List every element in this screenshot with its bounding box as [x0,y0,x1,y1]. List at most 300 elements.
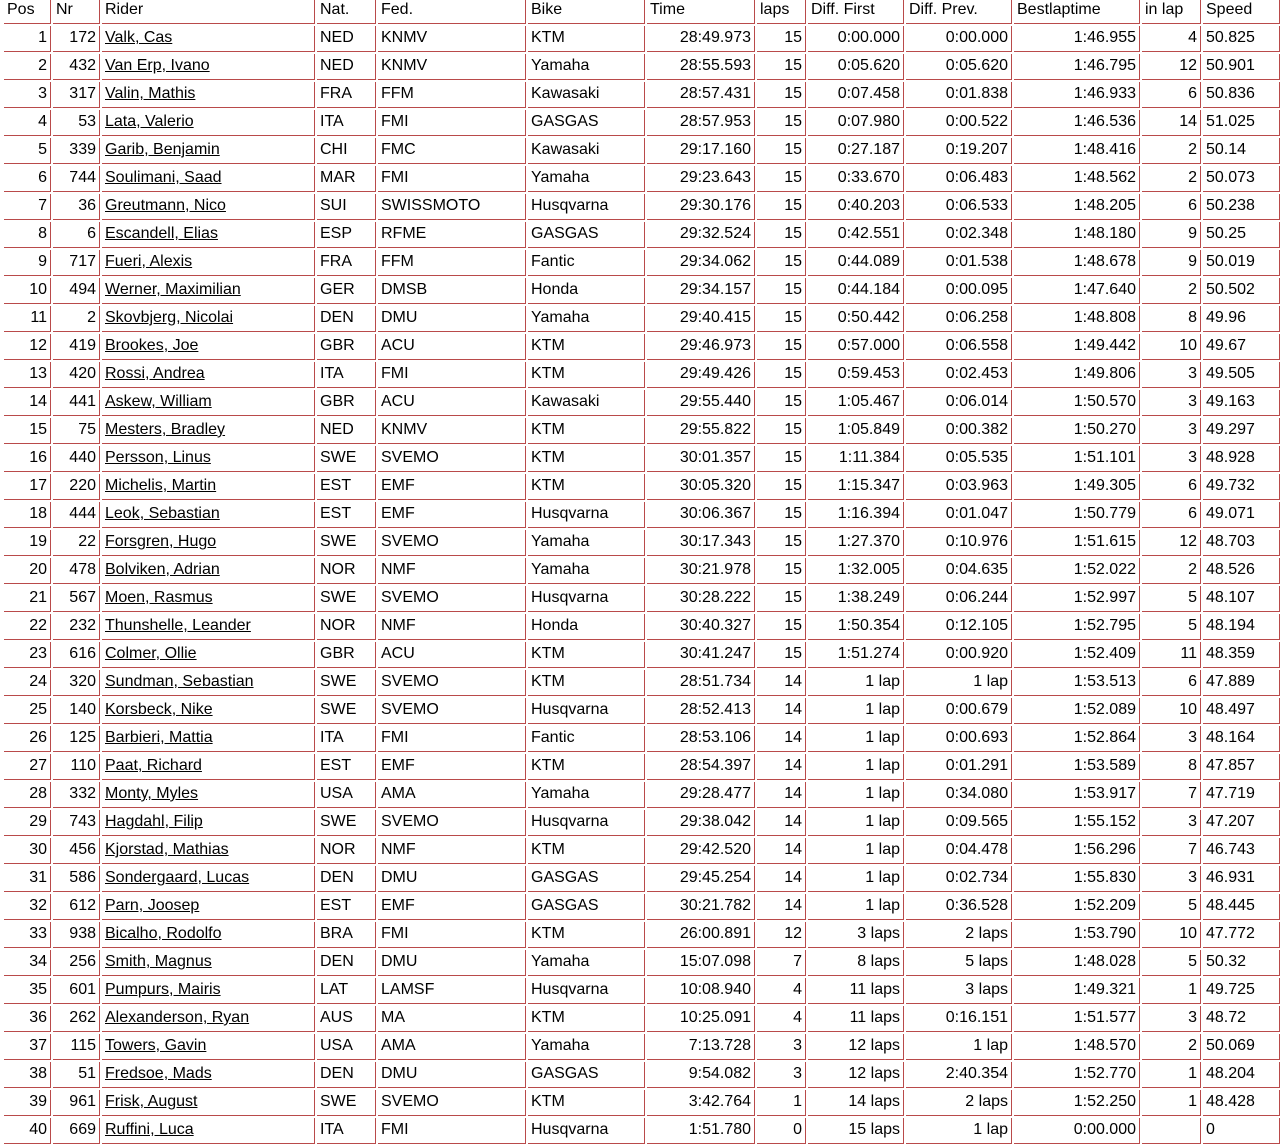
cell-speed: 50.502 [1203,278,1280,304]
cell-bestlaptime: 1:52.770 [1014,1062,1140,1088]
cell-laps: 14 [757,866,806,892]
table-row [4,978,1280,1004]
rider-link[interactable]: Rossi, Andrea [105,365,205,382]
cell-rider [102,670,315,696]
cell-rider [102,502,315,528]
cell-fed: DMSB [378,278,526,304]
table-row [4,530,1280,556]
cell-bestlaptime: 1:46.536 [1014,110,1140,136]
cell-rider [102,1090,315,1116]
rider-link[interactable]: Brookes, Joe [105,337,199,354]
cell-fed: FMC [378,138,526,164]
table-row [4,950,1280,976]
cell-rider [102,586,315,612]
rider-link[interactable]: Colmer, Ollie [105,645,197,662]
cell-pos: 38 [4,1062,51,1088]
cell-in-lap: 3 [1142,1006,1201,1032]
table-row [4,698,1280,724]
cell-diff-prev: 3 laps [906,978,1012,1004]
cell-nat: DEN [317,950,376,976]
rider-link[interactable]: Hagdahl, Filip [105,813,203,830]
cell-nat: DEN [317,866,376,892]
cell-bestlaptime: 1:48.562 [1014,166,1140,192]
cell-time: 9:54.082 [647,1062,755,1088]
rider-link[interactable]: Forsgren, Hugo [105,533,217,550]
cell-speed: 49.67 [1203,334,1280,360]
rider-link[interactable]: Garib, Benjamin [105,141,220,158]
cell-nr: 440 [53,446,100,472]
cell-bestlaptime: 1:51.101 [1014,446,1140,472]
cell-bike: Husqvarna [528,810,645,836]
cell-diff-first: 3 laps [808,922,904,948]
rider-link[interactable]: Parn, Joosep [105,897,200,914]
cell-nat: NOR [317,614,376,640]
cell-diff-prev: 0:06.483 [906,166,1012,192]
rider-link[interactable]: Towers, Gavin [105,1037,207,1054]
cell-fed: NMF [378,838,526,864]
cell-bike: Yamaha [528,558,645,584]
cell-nr: 125 [53,726,100,752]
cell-speed: 48.204 [1203,1062,1280,1088]
rider-link[interactable]: Pumpurs, Mairis [105,981,221,998]
cell-diff-prev: 0:01.047 [906,502,1012,528]
cell-in-lap: 1 [1142,1090,1201,1116]
cell-laps: 4 [757,1006,806,1032]
header-time: Time [647,0,755,24]
cell-laps: 15 [757,54,806,80]
cell-bike: Yamaha [528,530,645,556]
rider-link[interactable]: Escandell, Elias [105,225,218,242]
cell-time: 30:21.978 [647,558,755,584]
cell-nr: 51 [53,1062,100,1088]
cell-diff-prev: 0:05.620 [906,54,1012,80]
table-row [4,278,1280,304]
cell-time: 29:42.520 [647,838,755,864]
cell-diff-first: 1:32.005 [808,558,904,584]
cell-in-lap: 2 [1142,1034,1201,1060]
cell-speed: 46.931 [1203,866,1280,892]
cell-pos: 3 [4,82,51,108]
cell-speed: 48.428 [1203,1090,1280,1116]
header-pos: Pos [4,0,51,24]
cell-rider [102,558,315,584]
cell-in-lap: 1 [1142,1062,1201,1088]
cell-speed: 50.14 [1203,138,1280,164]
cell-nr: 332 [53,782,100,808]
cell-fed: DMU [378,866,526,892]
cell-fed: AMA [378,782,526,808]
cell-time: 30:41.247 [647,642,755,668]
cell-bestlaptime: 1:48.416 [1014,138,1140,164]
cell-diff-first: 1:11.384 [808,446,904,472]
cell-bestlaptime: 1:51.615 [1014,530,1140,556]
cell-rider [102,278,315,304]
cell-diff-first: 0:42.551 [808,222,904,248]
rider-link[interactable]: Greutmann, Nico [105,197,226,214]
cell-time: 29:49.426 [647,362,755,388]
results-table [2,0,1282,1146]
cell-bike: KTM [528,26,645,52]
cell-fed: FFM [378,82,526,108]
cell-bike: Honda [528,278,645,304]
rider-link[interactable]: Askew, William [105,393,212,410]
cell-nat: EST [317,502,376,528]
cell-laps: 15 [757,166,806,192]
cell-rider [102,1062,315,1088]
cell-fed: SVEMO [378,1090,526,1116]
rider-link[interactable]: Fueri, Alexis [105,253,193,270]
cell-fed: FFM [378,250,526,276]
rider-link[interactable]: Monty, Myles [105,785,199,802]
cell-nr: 262 [53,1006,100,1032]
cell-fed: KNMV [378,418,526,444]
cell-in-lap: 8 [1142,306,1201,332]
cell-diff-first: 1:05.467 [808,390,904,416]
cell-laps: 15 [757,110,806,136]
cell-pos: 21 [4,586,51,612]
cell-nr: 110 [53,754,100,780]
cell-bike: Yamaha [528,950,645,976]
cell-in-lap: 7 [1142,838,1201,864]
cell-nat: EST [317,754,376,780]
cell-time: 29:46.973 [647,334,755,360]
cell-diff-first: 14 laps [808,1090,904,1116]
cell-time: 29:17.160 [647,138,755,164]
rider-link[interactable]: Skovbjerg, Nicolai [105,309,234,326]
cell-fed: ACU [378,390,526,416]
cell-pos: 28 [4,782,51,808]
cell-bike: GASGAS [528,1062,645,1088]
cell-laps: 14 [757,670,806,696]
cell-bestlaptime: 1:50.779 [1014,502,1140,528]
cell-nr: 420 [53,362,100,388]
cell-time: 29:45.254 [647,866,755,892]
rider-link[interactable]: Smith, Magnus [105,953,212,970]
cell-bestlaptime: 1:49.806 [1014,362,1140,388]
cell-bestlaptime: 1:46.955 [1014,26,1140,52]
cell-time: 1:51.780 [647,1118,755,1144]
cell-nr: 140 [53,698,100,724]
cell-pos: 35 [4,978,51,1004]
cell-in-lap: 3 [1142,390,1201,416]
cell-in-lap: 6 [1142,474,1201,500]
cell-nat: ITA [317,726,376,752]
cell-diff-first: 8 laps [808,950,904,976]
cell-diff-prev: 0:01.291 [906,754,1012,780]
cell-time: 28:49.973 [647,26,755,52]
cell-bike: KTM [528,474,645,500]
cell-diff-prev: 2 laps [906,1090,1012,1116]
cell-rider [102,250,315,276]
cell-laps: 1 [757,1090,806,1116]
rider-link[interactable]: Sundman, Sebastian [105,673,254,690]
cell-rider [102,726,315,752]
cell-laps: 15 [757,334,806,360]
table-row [4,1062,1280,1088]
cell-time: 29:38.042 [647,810,755,836]
cell-in-lap: 4 [1142,26,1201,52]
cell-nr: 669 [53,1118,100,1144]
rider-link[interactable]: Soulimani, Saad [105,169,222,186]
cell-fed: SVEMO [378,670,526,696]
rider-link[interactable]: Valk, Cas [105,29,173,46]
cell-bestlaptime: 1:48.570 [1014,1034,1140,1060]
cell-time: 30:28.222 [647,586,755,612]
cell-speed: 50.836 [1203,82,1280,108]
cell-diff-first: 0:27.187 [808,138,904,164]
cell-diff-prev: 0:00.095 [906,278,1012,304]
cell-bestlaptime: 1:52.409 [1014,642,1140,668]
cell-nr: 601 [53,978,100,1004]
cell-fed: RFME [378,222,526,248]
table-row [4,754,1280,780]
cell-time: 28:51.734 [647,670,755,696]
cell-pos: 23 [4,642,51,668]
cell-diff-prev: 0:00.000 [906,26,1012,52]
cell-nat: SWE [317,810,376,836]
table-row [4,866,1280,892]
cell-bestlaptime: 1:55.152 [1014,810,1140,836]
rider-link[interactable]: Werner, Maximilian [105,281,241,298]
cell-in-lap: 12 [1142,530,1201,556]
cell-diff-prev: 0:00.679 [906,698,1012,724]
rider-link[interactable]: Alexanderson, Ryan [105,1009,250,1026]
cell-in-lap: 6 [1142,670,1201,696]
rider-link[interactable]: Kjorstad, Mathias [105,841,229,858]
cell-diff-prev: 0:02.453 [906,362,1012,388]
cell-rider [102,474,315,500]
cell-rider [102,334,315,360]
cell-bestlaptime: 1:53.589 [1014,754,1140,780]
cell-diff-prev: 0:19.207 [906,138,1012,164]
cell-diff-prev: 0:00.522 [906,110,1012,136]
results-body [4,26,1280,1144]
cell-laps: 15 [757,362,806,388]
cell-pos: 40 [4,1118,51,1144]
table-row [4,614,1280,640]
cell-laps: 15 [757,474,806,500]
cell-rider [102,782,315,808]
cell-bestlaptime: 1:49.305 [1014,474,1140,500]
cell-speed: 48.72 [1203,1006,1280,1032]
rider-link[interactable]: Valin, Mathis [105,85,196,102]
cell-pos: 26 [4,726,51,752]
cell-bestlaptime: 1:48.028 [1014,950,1140,976]
cell-bestlaptime: 1:49.321 [1014,978,1140,1004]
cell-diff-first: 1:16.394 [808,502,904,528]
cell-speed: 49.732 [1203,474,1280,500]
cell-pos: 10 [4,278,51,304]
rider-link[interactable]: Van Erp, Ivano [105,57,210,74]
cell-pos: 25 [4,698,51,724]
cell-pos: 31 [4,866,51,892]
cell-bike: KTM [528,642,645,668]
cell-rider [102,642,315,668]
cell-pos: 27 [4,754,51,780]
cell-nr: 256 [53,950,100,976]
table-row [4,194,1280,220]
table-row [4,222,1280,248]
cell-diff-first: 0:44.184 [808,278,904,304]
cell-pos: 24 [4,670,51,696]
cell-pos: 37 [4,1034,51,1060]
rider-link[interactable]: Bicalho, Rodolfo [105,925,222,942]
cell-laps: 15 [757,194,806,220]
rider-link[interactable]: Frisk, August [105,1093,198,1110]
rider-link[interactable]: Barbieri, Mattia [105,729,213,746]
cell-nr: 339 [53,138,100,164]
cell-time: 28:57.431 [647,82,755,108]
cell-diff-first: 1:38.249 [808,586,904,612]
cell-speed: 49.163 [1203,390,1280,416]
rider-link[interactable]: Lata, Valerio [105,113,194,130]
rider-link[interactable]: Mesters, Bradley [105,421,226,438]
cell-bestlaptime: 1:46.933 [1014,82,1140,108]
cell-bestlaptime: 1:49.442 [1014,334,1140,360]
cell-nat: EST [317,474,376,500]
cell-time: 30:21.782 [647,894,755,920]
cell-in-lap [1142,1118,1201,1144]
cell-in-lap: 5 [1142,950,1201,976]
cell-speed: 0 [1203,1118,1280,1144]
cell-bike: KTM [528,418,645,444]
cell-rider [102,110,315,136]
cell-bike: Yamaha [528,54,645,80]
cell-diff-first: 1 lap [808,726,904,752]
cell-diff-prev: 0:00.382 [906,418,1012,444]
table-row [4,418,1280,444]
cell-nr: 220 [53,474,100,500]
cell-fed: MA [378,1006,526,1032]
cell-diff-prev: 0:01.538 [906,250,1012,276]
cell-nr: 612 [53,894,100,920]
rider-link[interactable]: Fredsoe, Mads [105,1065,212,1082]
table-row [4,474,1280,500]
cell-nat: USA [317,1034,376,1060]
cell-in-lap: 5 [1142,614,1201,640]
cell-bike: Fantic [528,726,645,752]
rider-link[interactable]: Persson, Linus [105,449,211,466]
cell-fed: KNMV [378,54,526,80]
cell-rider [102,166,315,192]
rider-link[interactable]: Michelis, Martin [105,477,217,494]
cell-laps: 15 [757,390,806,416]
cell-time: 29:55.440 [647,390,755,416]
cell-pos: 33 [4,922,51,948]
cell-nat: FRA [317,82,376,108]
cell-time: 28:54.397 [647,754,755,780]
cell-in-lap: 7 [1142,782,1201,808]
cell-rider [102,306,315,332]
rider-link[interactable]: Thunshelle, Leander [105,617,251,634]
table-row [4,446,1280,472]
cell-diff-first: 0:59.453 [808,362,904,388]
table-row [4,670,1280,696]
cell-speed: 49.297 [1203,418,1280,444]
cell-in-lap: 8 [1142,754,1201,780]
cell-nr: 2 [53,306,100,332]
cell-nat: ESP [317,222,376,248]
cell-speed: 50.32 [1203,950,1280,976]
rider-link[interactable]: Leok, Sebastian [105,505,220,522]
cell-in-lap: 6 [1142,82,1201,108]
cell-pos: 20 [4,558,51,584]
cell-pos: 22 [4,614,51,640]
cell-fed: FMI [378,166,526,192]
cell-rider [102,418,315,444]
cell-bike: Yamaha [528,1034,645,1060]
header-bestlaptime: Bestlaptime [1014,0,1140,24]
rider-link[interactable]: Korsbeck, Nike [105,701,213,718]
cell-fed: EMF [378,474,526,500]
rider-link[interactable]: Paat, Richard [105,757,202,774]
cell-diff-first: 1:05.849 [808,418,904,444]
cell-bestlaptime: 1:51.577 [1014,1006,1140,1032]
cell-diff-first: 1 lap [808,810,904,836]
cell-rider [102,390,315,416]
cell-fed: KNMV [378,26,526,52]
cell-diff-prev: 0:06.014 [906,390,1012,416]
cell-speed: 47.772 [1203,922,1280,948]
rider-link[interactable]: Sondergaard, Lucas [105,869,250,886]
cell-speed: 48.928 [1203,446,1280,472]
cell-nr: 115 [53,1034,100,1060]
cell-diff-first: 0:44.089 [808,250,904,276]
cell-time: 10:25.091 [647,1006,755,1032]
cell-diff-prev: 1 lap [906,670,1012,696]
cell-speed: 48.107 [1203,586,1280,612]
rider-link[interactable]: Ruffini, Luca [105,1121,194,1138]
cell-diff-first: 0:07.458 [808,82,904,108]
header-diff-prev: Diff. Prev. [906,0,1012,24]
cell-time: 28:57.953 [647,110,755,136]
cell-rider [102,138,315,164]
cell-laps: 15 [757,642,806,668]
cell-bike: KTM [528,334,645,360]
table-row [4,82,1280,108]
cell-fed: SVEMO [378,530,526,556]
cell-laps: 15 [757,530,806,556]
cell-fed: LAMSF [378,978,526,1004]
cell-time: 29:55.822 [647,418,755,444]
cell-nat: NED [317,54,376,80]
cell-laps: 15 [757,418,806,444]
cell-nat: DEN [317,1062,376,1088]
header-speed: Speed [1203,0,1280,24]
cell-diff-prev: 0:02.348 [906,222,1012,248]
cell-diff-first: 0:50.442 [808,306,904,332]
cell-nat: FRA [317,250,376,276]
cell-pos: 5 [4,138,51,164]
cell-fed: ACU [378,334,526,360]
cell-diff-first: 12 laps [808,1062,904,1088]
cell-in-lap: 9 [1142,250,1201,276]
cell-laps: 14 [757,838,806,864]
cell-nat: GBR [317,642,376,668]
cell-fed: NMF [378,558,526,584]
cell-diff-first: 1:15.347 [808,474,904,500]
cell-laps: 15 [757,250,806,276]
cell-nat: SWE [317,530,376,556]
table-row [4,26,1280,52]
cell-nr: 232 [53,614,100,640]
rider-link[interactable]: Bolviken, Adrian [105,561,220,578]
cell-bestlaptime: 1:46.795 [1014,54,1140,80]
cell-fed: DMU [378,950,526,976]
cell-nr: 961 [53,1090,100,1116]
rider-link[interactable]: Moen, Rasmus [105,589,213,606]
cell-time: 29:30.176 [647,194,755,220]
